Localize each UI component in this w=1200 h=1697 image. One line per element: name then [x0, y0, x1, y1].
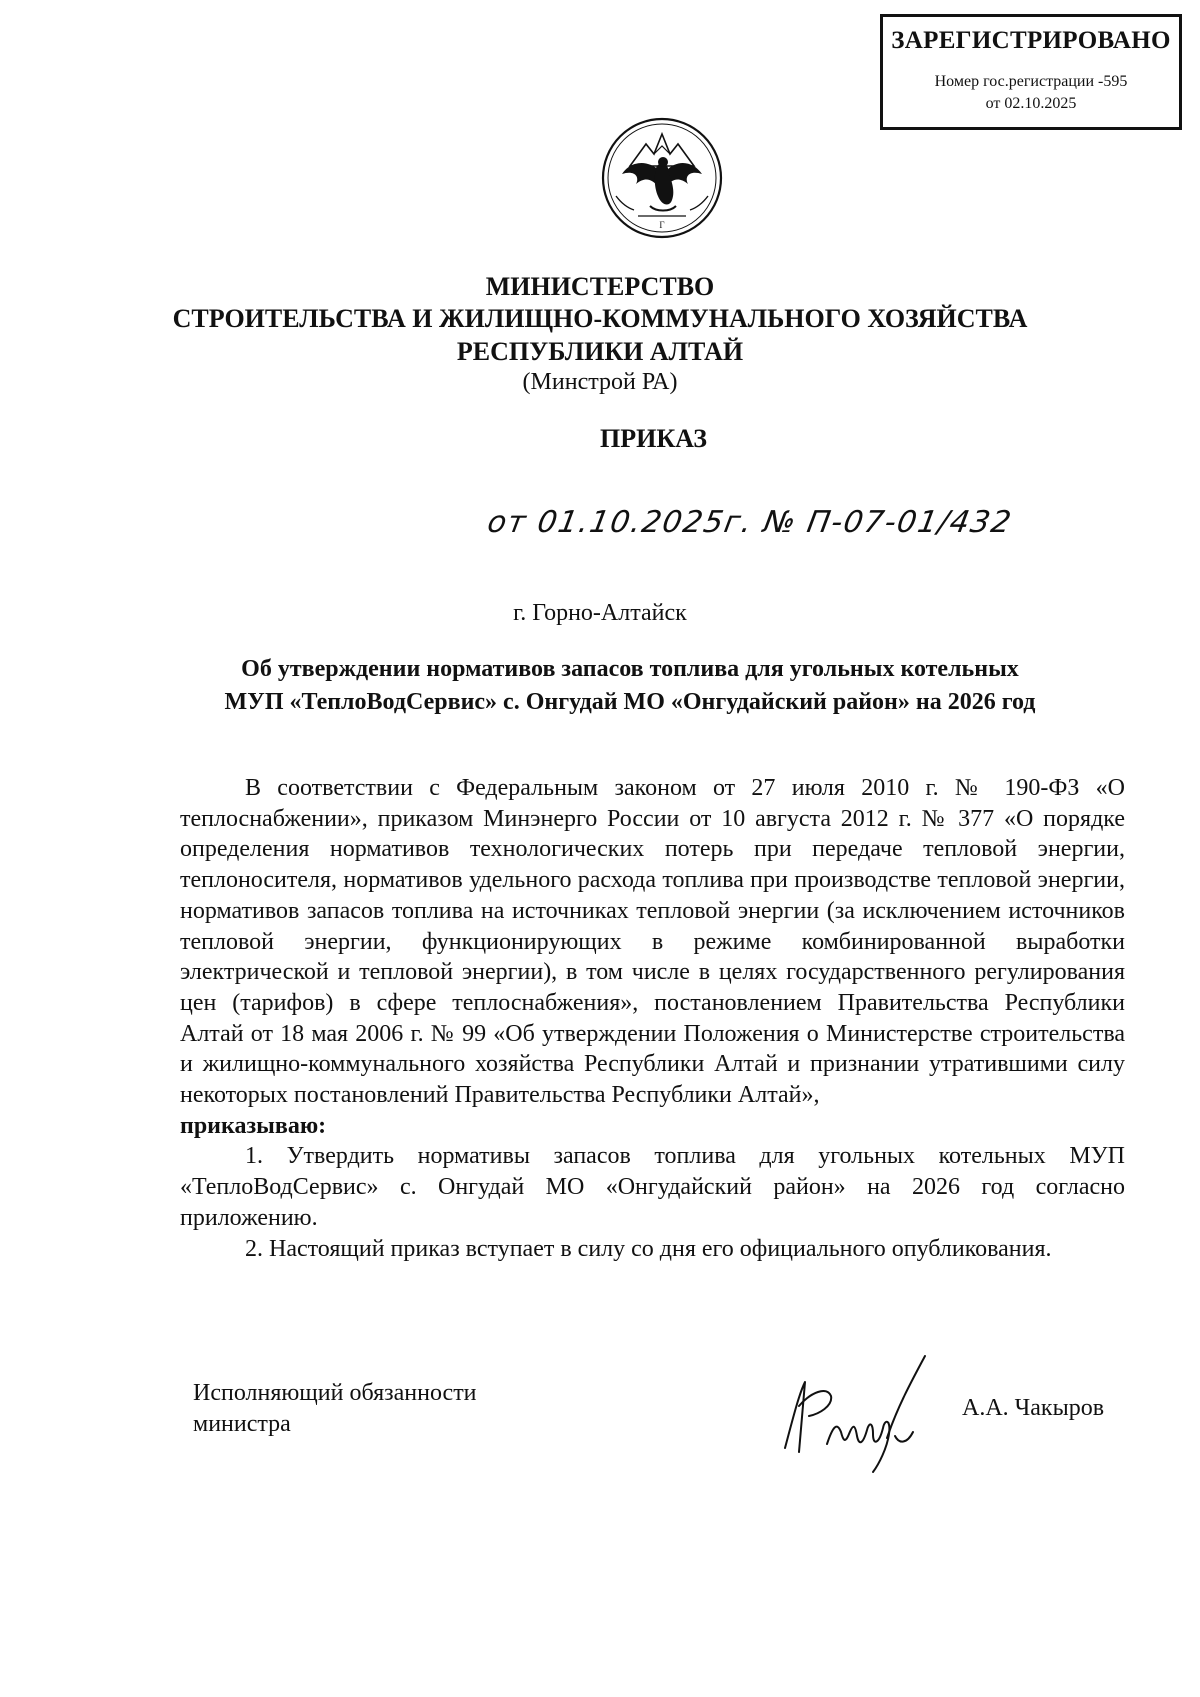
signer-role	[193, 1378, 477, 1440]
ministry-short-name: (Минстрой РА)	[522, 369, 678, 395]
preamble-paragraph: В соответствии с Федеральным законом от 27 июля 2010 г. № 190-ФЗ «О теплоснабжении», приказом Минэнерго России от 10 августа 2012 г. № 377 «О порядке определения нормативов технологических потерь при передаче тепловой энергии, теплоносителя, нормативов удельного расхода топлива при производстве тепловой энергии, нормативов запасов топлива на источниках тепловой энергии (за исключением источников тепловой энергии, функционирующих в режиме комбинированной выработки электрической и тепловой энергии), в том числе в целях государственного регулирования цен (тарифов) в сфере теплоснабжения», постановлением Правительства Республики Алтай от 18 мая 2006 г. № 99 «Об утверждении Положения о Министерстве строительства и жилищно-коммунального хозяйства Республики Алтай и признании утратившими силу некоторых постановлений Правительства Республики Алтай»,	[180, 775, 1125, 1109]
registration-number: Номер гос.регистрации -595	[934, 73, 1128, 90]
signer-role-line1: Исполняющий обязанности	[193, 1380, 477, 1406]
document-type-title: ПРИКАЗ	[600, 424, 708, 453]
order-subject	[150, 653, 1110, 719]
signer-name: А.А. Чакыров	[962, 1395, 1105, 1421]
handwritten-order-text: от 01.10.2025г. № П-07-01/432	[484, 505, 1015, 540]
order-body	[180, 773, 1125, 1264]
handwritten-signature	[775, 1348, 955, 1478]
registration-stamp	[880, 14, 1182, 130]
ministry-name-line1: МИНИСТЕРСТВО	[485, 272, 715, 301]
republic-altai-coat-of-arms-icon	[600, 116, 724, 240]
registration-date: от 02.10.2025	[985, 95, 1077, 112]
order-verb: приказываю:	[180, 1112, 327, 1139]
ministry-name-line3: РЕСПУБЛИКИ АЛТАЙ	[456, 337, 744, 366]
order-item-2: 2. Настоящий приказ вступает в силу со дня его официального опубликования.	[245, 1235, 1052, 1262]
ministry-name-line2: СТРОИТЕЛЬСТВА И ЖИЛИЩНО-КОММУНАЛЬНОГО ХОЗЯЙСТВА	[172, 304, 1028, 333]
city-line: г. Горно-Алтайск	[513, 600, 687, 626]
emblem-inscription: Г	[659, 220, 665, 230]
handwritten-order-number	[484, 488, 1015, 558]
signer-role-line2: министра	[193, 1411, 291, 1437]
subject-line1: Об утверждении нормативов запасов топлива для угольных котельных	[241, 656, 1019, 682]
order-item-1: 1. Утвердить нормативы запасов топлива для угольных котельных МУП «ТеплоВодСервис» с. Онгудай МО «Онгудайский район» на 2026 год согласно приложению.	[180, 1143, 1125, 1231]
subject-line2: МУП «ТеплоВодСервис» с. Онгудай МО «Онгудайский район» на 2026 год	[224, 689, 1036, 715]
registration-stamp-title: ЗАРЕГИСТРИРОВАНО	[891, 27, 1171, 54]
